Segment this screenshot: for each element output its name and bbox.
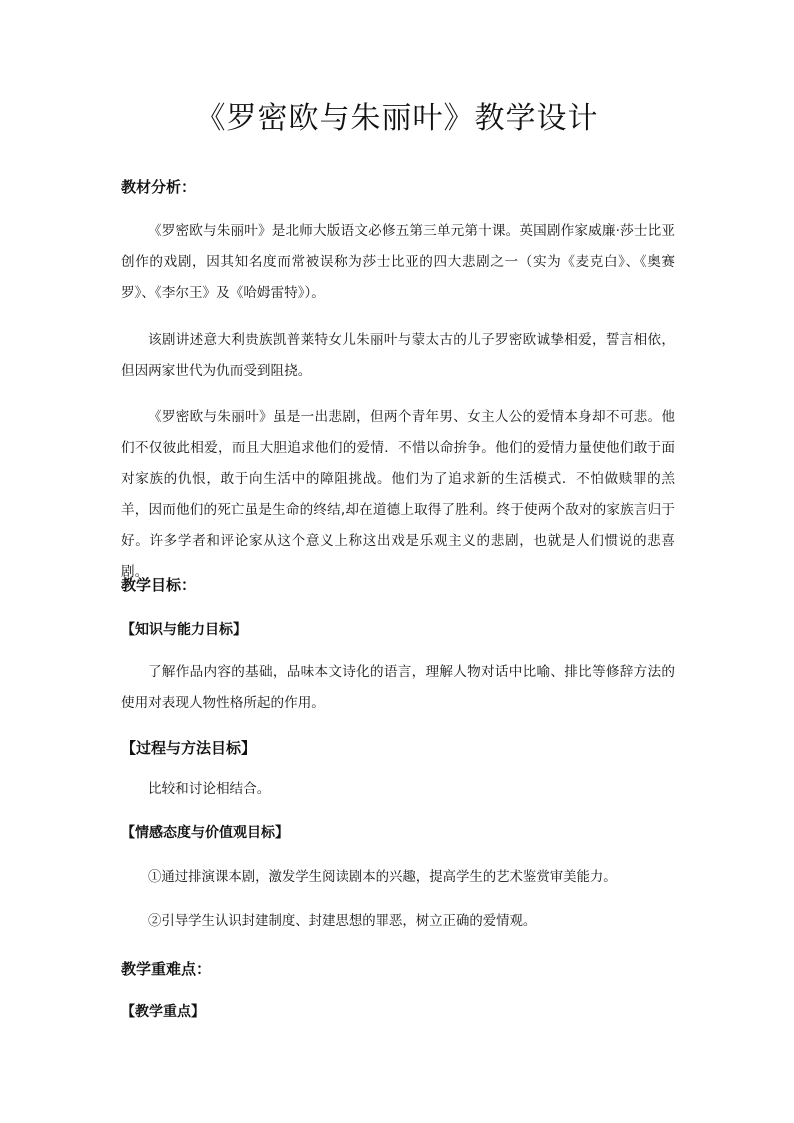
analysis-paragraph-1: 《罗密欧与朱丽叶》是北师大版语文必修五第三单元第十课。英国剧作家威廉·莎士比亚创作的戏剧，因其知名度而常被误称为莎士比亚的四大悲剧之一（实为《麦克白》、《奥赛罗》、《李尔王》及《哈姆雷特》）。: [121, 223, 675, 301]
section-heading-keypoints: 教学重难点：: [121, 960, 212, 978]
process-goals-text: 比较和讨论相结合。: [148, 781, 271, 797]
subheading-emotion-goals: 【情感态度与价值观目标】: [121, 825, 289, 841]
analysis-paragraph-2: 该剧讲述意大利贵族凯普莱特女儿朱丽叶与蒙太古的儿子罗密欧诚挚相爱，誓言相依，但因两家世代为仇而受到阻挠。: [121, 332, 675, 379]
emotion-goal-item-1: ①通过排演课本剧，激发学生阅读剧本的兴趣，提高学生的艺术鉴赏审美能力。: [148, 870, 617, 885]
subheading-teaching-focus: 【教学重点】: [121, 1004, 205, 1020]
emotion-goal-item-2: ②引导学生认识封建制度、封建思想的罪恶，树立正确的爱情观。: [148, 914, 537, 929]
analysis-paragraph-3: 《罗密欧与朱丽叶》虽是一出悲剧，但两个青年男、女主人公的爱情本身却不可悲。他们不仅彼此相爱，而且大胆追求他们的爱情．不惜以命拚争。他们的爱情力量使他们敢于面对家族的仇恨，敢于向生活中的障阻挑战。他们为了追求新的生活模式．不怕做赎罪的羔羊，因而他们的死亡虽是生命的终结,却在道德上取得了胜利。终于使两个敌对的家族言归于好。许多学者和评论家从这个意义上称这出戏是乐观主义的悲剧，也就是人们惯说的悲喜剧。: [121, 409, 675, 580]
section-heading-analysis: 教材分析：: [121, 178, 197, 196]
knowledge-goals-text: 了解作品内容的基础，品味本文诗化的语言，理解人物对话中比喻、排比等修辞方法的使用对表现人物性格所起的作用。: [121, 664, 675, 711]
section-heading-objectives: 教学目标：: [121, 576, 197, 594]
subheading-process-goals: 【过程与方法目标】: [121, 739, 257, 757]
subheading-knowledge-goals: 【知识与能力目标】: [121, 622, 247, 638]
document-title: 《罗密欧与朱丽叶》教学设计: [195, 101, 599, 136]
